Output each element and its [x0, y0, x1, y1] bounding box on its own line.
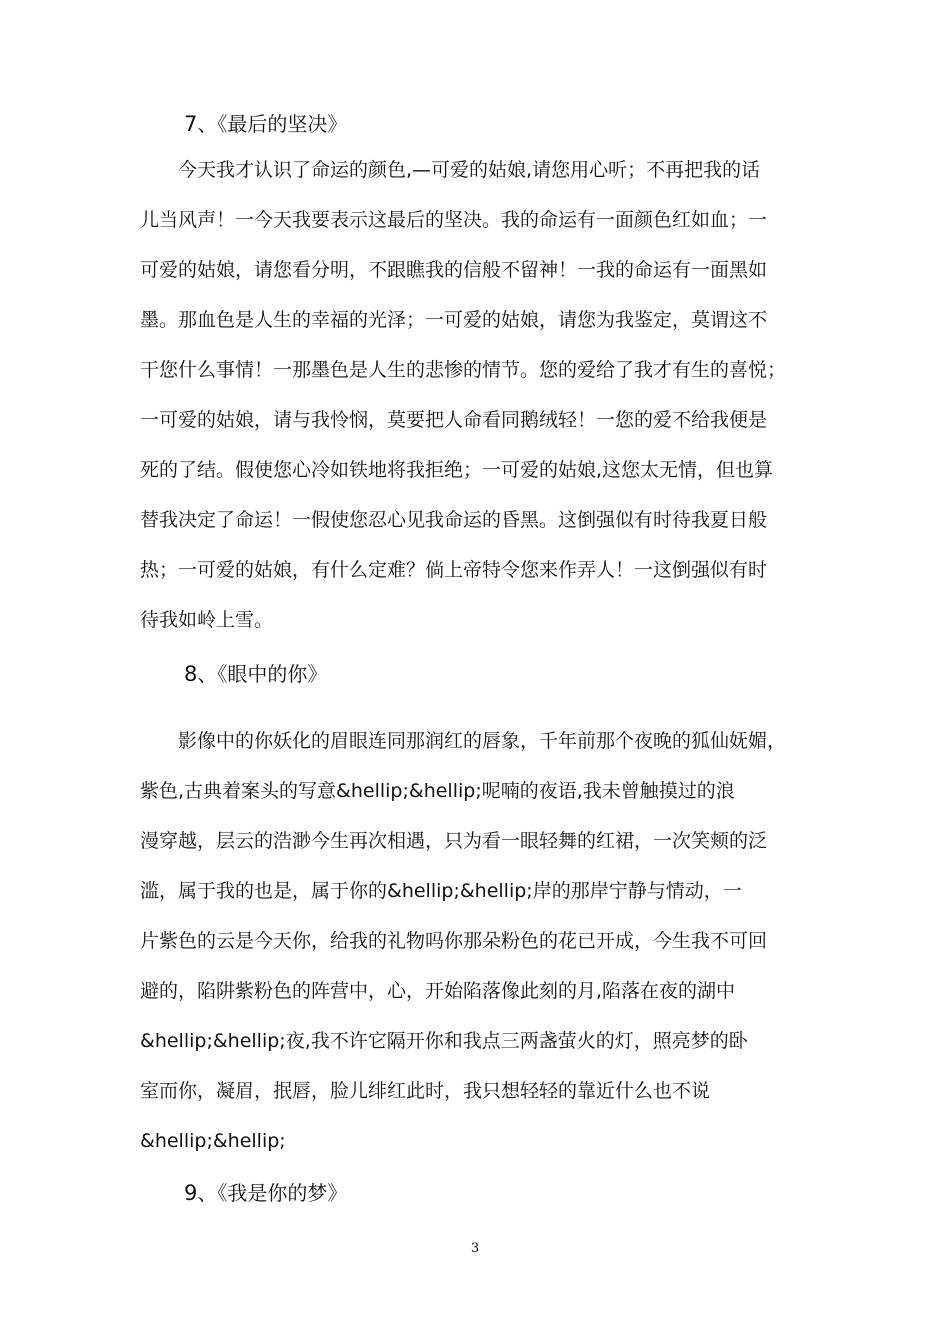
body-line: 墨。那血色是人生的幸福的光泽；一可爱的姑娘，请您为我鉴定，莫谓这不	[140, 309, 768, 331]
body-line: 可爱的姑娘，请您看分明，不跟瞧我的信般不留神！一我的命运有一面黑如	[140, 259, 768, 281]
page-number: 3	[470, 1241, 480, 1256]
section-9-heading	[184, 1181, 347, 1205]
body-line: 紫色,古典着案头的写意&hellip;&hellip;呢喃的夜语,我未曾触摸过的浪	[140, 780, 735, 802]
body-line: 死的了结。假使您心冷如铁地将我拒绝；一可爱的姑娘,这您太无情，但也算	[140, 459, 774, 481]
body-line: 待我如岭上雪。	[140, 609, 274, 631]
section-8-title: 、《眼中的你》	[197, 662, 328, 686]
body-line: 替我决定了命运！一假使您忍心见我命运的昏黑。这倒强似有时待我夏日般	[140, 509, 768, 531]
section-8-body	[140, 716, 830, 1166]
body-line: 滥，属于我的也是，属于你的&hellip;&hellip;岸的那岸宁静与情动，一	[140, 880, 742, 902]
body-line: 漫穿越，层云的浩渺今生再次相遇，只为看一眼轻舞的红裙，一次笑颊的泛	[140, 830, 768, 852]
body-line: 干您什么事情！一那墨色是人生的悲惨的情节。您的爱给了我才有生的喜悦；	[140, 359, 787, 381]
section-7-heading	[184, 112, 347, 136]
body-line: 室而你，凝眉，抿唇，脸儿绯红此时，我只想轻轻的靠近什么也不说	[140, 1080, 711, 1102]
body-line: &hellip;&hellip;	[140, 1130, 286, 1152]
section-8-heading	[184, 662, 327, 686]
section-8-number: 8	[184, 662, 198, 686]
section-7-title: 、《最后的坚决》	[197, 112, 348, 136]
body-line: 今天我才认识了命运的颜色,—可爱的姑娘,请您用心听；不再把我的话	[140, 159, 761, 181]
section-7-body	[140, 145, 830, 645]
section-7-number: 7	[184, 112, 198, 136]
body-line: 片紫色的云是今天你，给我的礼物吗你那朵粉色的花已开成，今生我不可回	[140, 930, 768, 952]
body-line: 避的，陷阱紫粉色的阵营中，心，开始陷落像此刻的月,陷落在夜的湖中	[140, 980, 736, 1002]
body-line: &hellip;&hellip;夜,我不许它隔开你和我点三两盏萤火的灯，照亮梦的卧	[140, 1030, 748, 1052]
section-9-number: 9	[184, 1181, 198, 1205]
body-line: 热；一可爱的姑娘，有什么定难？倘上帝特令您来作弄人！一这倒强似有时	[140, 559, 768, 581]
body-line: 一可爱的姑娘，请与我怜悯，莫要把人命看同鹅绒轻！一您的爱不给我便是	[140, 409, 768, 431]
body-line: 儿当风声！一今天我要表示这最后的坚决。我的命运有一面颜色红如血；一	[140, 209, 768, 231]
section-9-title: 、《我是你的梦》	[197, 1181, 348, 1205]
body-line: 影像中的你妖化的眉眼连同那润红的唇象，千年前那个夜晚的狐仙妩媚，	[140, 730, 787, 752]
